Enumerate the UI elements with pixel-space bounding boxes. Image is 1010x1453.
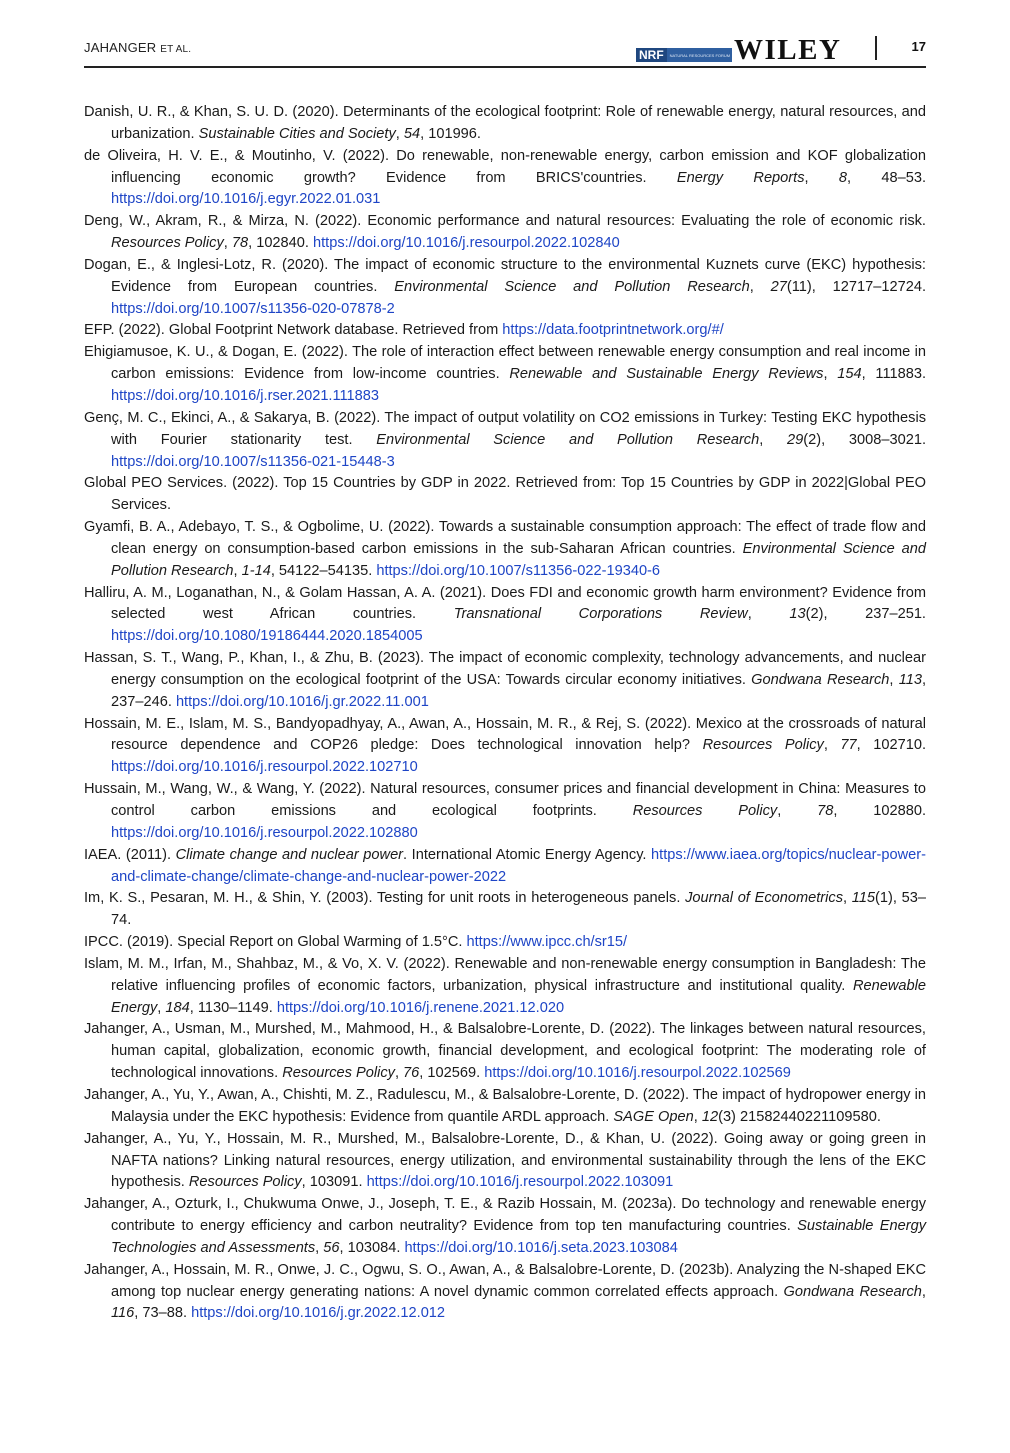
reference-entry: Global PEO Services. (2022). Top 15 Countries by GDP in 2022. Retrieved from: Top 15 Countries by GDP in 2022|Global PEO Services.	[84, 475, 926, 514]
reference-entry: Jahanger, A., Hossain, M. R., Onwe, J. C., Ogwu, S. O., Awan, A., & Balsalobre-Lorente, D. (2023b). Analyzing the N-shaped EKC among top nuclear energy generating nations: A novel dynamic common correlated effects approach. Gondwana Research, 116, 73–88. https://doi.org/10.1016/j.gr.2022.12.012	[84, 1261, 926, 1322]
reference-entry: Jahanger, A., Ozturk, I., Chukwuma Onwe, J., Joseph, T. E., & Razib Hossain, M. (2023a). Do technology and renewable energy contribute to energy efficiency and carbon neutrality? Evidence from top ten manufacturing countries. Sustainable Energy Technologies and Assessments, 56, 103084. https://doi.org/10.1016/j.seta.2023.103084	[84, 1196, 927, 1256]
reference-entry: EFP. (2022). Global Footprint Network database. Retrieved from https://data.footprintnetwork.org/#/	[84, 322, 724, 339]
page-number: 17	[911, 39, 926, 54]
reference-entry: Jahanger, A., Yu, Y., Hossain, M. R., Murshed, M., Balsalobre-Lorente, D., & Khan, U. (2022). Going away or going green in NAFTA nations? Linking natural resources, energy utilization, and environmental sustainability through the lens of the EKC hypothesis. Resources Policy, 103091. https://doi.org/10.1016/j.resourpol.2022.103091	[84, 1130, 926, 1191]
doi-link[interactable]: https://www.ipcc.ch/sr15/	[466, 934, 628, 951]
doi-link[interactable]: https://doi.org/10.1016/j.seta.2023.103084	[404, 1239, 678, 1256]
doi-link[interactable]: https://www.iaea.org/topics/nuclear-power-and-climate-change/climate-change-and-nuclear-power-2022	[111, 846, 927, 885]
reference-entry: Hassan, S. T., Wang, P., Khan, I., & Zhu, B. (2023). The impact of economic complexity, technology advancements, and nuclear energy consumption on the ecological footprint of the USA: Towards circular economy initiatives. Gondwana Research, 113, 237–246. https://doi.org/10.1016/j.gr.2022.11.001	[84, 650, 927, 710]
doi-link[interactable]: https://doi.org/10.1016/j.egyr.2022.01.031	[111, 191, 381, 208]
doi-link[interactable]: https://doi.org/10.1007/s11356-021-15448-3	[111, 453, 395, 470]
reference-entry: IAEA. (2011). Climate change and nuclear power. International Atomic Energy Agency. https://www.iaea.org/topics/nuclear-power-and-climate-change/climate-change-and-nuclear-power-2022	[84, 846, 927, 885]
doi-link[interactable]: https://doi.org/10.1016/j.resourpol.2022.103091	[366, 1174, 674, 1191]
doi-link[interactable]: https://doi.org/10.1007/s11356-022-19340-6	[376, 562, 661, 579]
doi-link[interactable]: https://doi.org/10.1016/j.renene.2021.12.020	[276, 999, 565, 1016]
running-head-suffix: ET AL.	[160, 44, 192, 55]
reference-entry: Hussain, M., Wang, W., & Wang, Y. (2022). Natural resources, consumer prices and financial development in China: Measures to control carbon emissions and ecological footprints. Resources Policy, 78, 102880. https://doi.org/10.1016/j.resourpol.2022.102880	[84, 781, 927, 841]
reference-entry: Hossain, M. E., Islam, M. S., Bandyopadhyay, A., Awan, A., Hossain, M. R., & Rej, S. (2022). Mexico at the crossroads of natural resource dependence and COP26 pledge: Does technological innovation help? Resources Policy, 77, 102710. https://doi.org/10.1016/j.resourpol.2022.102710	[84, 715, 927, 776]
reference-entry: Genç, M. C., Ekinci, A., & Sakarya, B. (2022). The impact of output volatility on CO2 emissions in Turkey: Testing EKC hypothesis with Fourier stationarity test. Environmental Science and Pollution Research, 29(2), 3008–3021. https://doi.org/10.1007/s11356-021-15448-3	[84, 409, 926, 470]
doi-link[interactable]: https://doi.org/10.1016/j.rser.2021.111883	[111, 387, 380, 404]
doi-link[interactable]: https://doi.org/10.1016/j.resourpol.2022.102710	[111, 759, 418, 776]
reference-entry: IPCC. (2019). Special Report on Global Warming of 1.5°C. https://www.ipcc.ch/sr15/	[84, 934, 628, 951]
running-head-authors	[84, 40, 191, 55]
reference-entry: de Oliveira, H. V. E., & Moutinho, V. (2022). Do renewable, non-renewable energy, carbon emission and KOF globalization influencing economic growth? Evidence from BRICS'countries. Energy Reports, 8, 48–53. https://doi.org/10.1016/j.egyr.2022.01.031	[84, 147, 926, 208]
doi-link[interactable]: https://doi.org/10.1016/j.resourpol.2022.102880	[111, 824, 418, 841]
nrf-logo	[636, 48, 732, 62]
wiley-logo: WILEY	[734, 34, 842, 66]
doi-link[interactable]: https://data.footprintnetwork.org/#/	[502, 322, 724, 339]
doi-link[interactable]: https://doi.org/10.1016/j.resourpol.2022.102840	[313, 235, 620, 252]
running-head-name: JAHANGER	[84, 40, 157, 55]
reference-entry: Jahanger, A., Usman, M., Murshed, M., Mahmood, H., & Balsalobre-Lorente, D. (2022). The linkages between natural resources, human capital, globalization, economic growth, financial development, and ecological footprint: The moderating role of technological innovations. Resources Policy, 76, 102569. https://doi.org/10.1016/j.resourpol.2022.102569	[84, 1021, 926, 1082]
doi-link[interactable]: https://doi.org/10.1007/s11356-020-07878-2	[111, 300, 395, 317]
running-header	[84, 36, 926, 68]
reference-entry: Danish, U. R., & Khan, S. U. D. (2020). Determinants of the ecological footprint: Role of renewable energy, natural resources, and urbanization. Sustainable Cities and Society, 54, 101996.	[84, 104, 926, 142]
doi-link[interactable]: https://doi.org/10.1016/j.resourpol.2022.102569	[484, 1065, 791, 1082]
reference-entry: Ehigiamusoe, K. U., & Dogan, E. (2022). The role of interaction effect between renewable energy consumption and real income in carbon emissions: Evidence from low-income countries. Renewable and Sustainable Energy Reviews, 154, 111883. https://doi.org/10.1016/j.rser.2021.111883	[84, 344, 927, 404]
reference-entry: Deng, W., Akram, R., & Mirza, N. (2022). Economic performance and natural resources: Evaluating the role of economic risk. Resources Policy, 78, 102840. https://doi.org/10.1016/j.resourpol.2022.102840	[84, 213, 926, 252]
reference-entry: Gyamfi, B. A., Adebayo, T. S., & Ogbolime, U. (2022). Towards a sustainable consumption approach: The effect of trade flow and clean energy on consumption-based carbon emissions in the sub-Saharan African countries. Environmental Science and Pollution Research, 1-14, 54122–54135. https://doi.org/10.1007/s11356-022-19340-6	[84, 519, 926, 579]
reference-entry: Halliru, A. M., Loganathan, N., & Golam Hassan, A. A. (2021). Does FDI and economic growth harm environment? Evidence from selected west African countries. Transnational Corporations Review, 13(2), 237–251. https://doi.org/10.1080/19186444.2020.1854005	[84, 584, 926, 645]
reference-entry: Jahanger, A., Yu, Y., Awan, A., Chishti, M. Z., Radulescu, M., & Balsalobre-Lorente, D. (2022). The impact of hydropower energy in Malaysia under the EKC hypothesis: Evidence from quantile ARDL approach. SAGE Open, 12(3) 21582440221109580.	[84, 1086, 926, 1125]
reference-entry: Dogan, E., & Inglesi-Lotz, R. (2020). The impact of economic structure to the environmental Kuznets curve (EKC) hypothesis: Evidence from European countries. Environmental Science and Pollution Research, 27(11), 12717–12724. https://doi.org/10.1007/s11356-020-07878-2	[84, 256, 926, 317]
nrf-logo-mark: NRF	[636, 48, 667, 62]
doi-link[interactable]: https://doi.org/10.1080/19186444.2020.1854005	[111, 628, 423, 645]
doi-link[interactable]: https://doi.org/10.1016/j.gr.2022.11.001	[175, 693, 429, 710]
header-divider	[875, 36, 877, 60]
doi-link[interactable]: https://doi.org/10.1016/j.gr.2022.12.012	[191, 1305, 446, 1322]
reference-list	[84, 102, 926, 1325]
nrf-logo-text: NATURAL RESOURCES FORUM	[669, 52, 731, 58]
reference-entry: Im, K. S., Pesaran, M. H., & Shin, Y. (2003). Testing for unit roots in heterogeneous panels. Journal of Econometrics, 115(1), 53–74.	[84, 890, 927, 929]
reference-entry: Islam, M. M., Irfan, M., Shahbaz, M., & Vo, X. V. (2022). Renewable and non-renewable energy consumption in Bangladesh: The relative influencing profiles of economic factors, urbanization, physical infrastructure and institutional quality. Renewable Energy, 184, 1130–1149. https://doi.org/10.1016/j.renene.2021.12.020	[84, 955, 926, 1016]
